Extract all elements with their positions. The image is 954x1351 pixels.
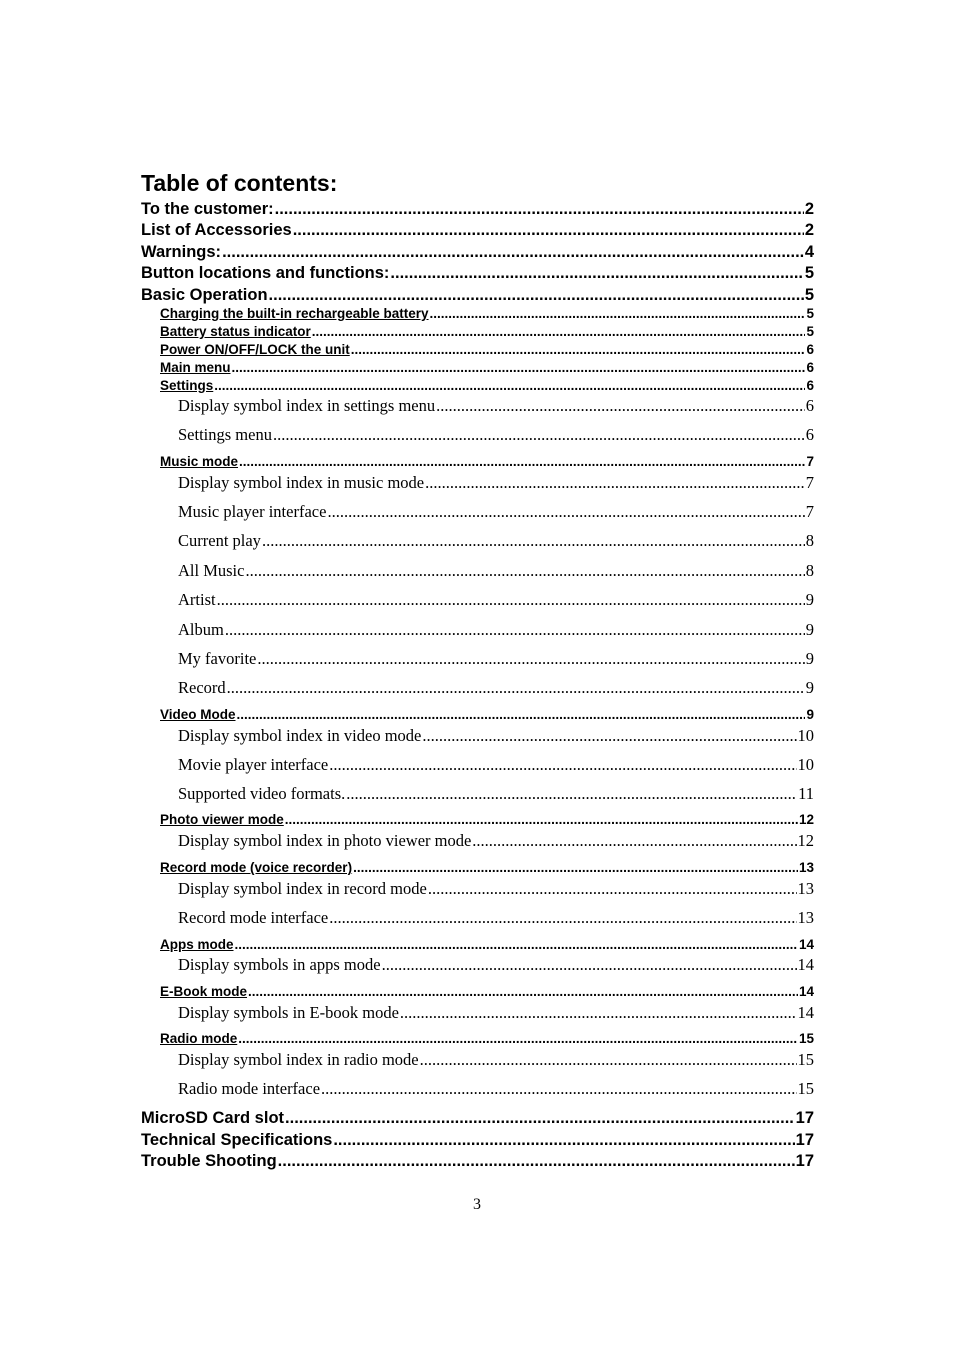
toc-entry-label: Settings	[160, 378, 214, 393]
toc-entry-label: Video Mode	[160, 707, 236, 722]
toc-entry-label: Display symbol index in radio mode	[178, 1050, 419, 1069]
toc-entry-page: 13	[797, 879, 814, 898]
toc-entry-label: Display symbol index in settings menu	[178, 396, 436, 415]
toc-entry[interactable]	[141, 1129, 814, 1151]
toc-entry[interactable]	[178, 472, 814, 494]
toc-leader-dots	[285, 811, 798, 829]
toc-entry-page: 14	[797, 1003, 814, 1022]
toc-leader-dots	[353, 859, 798, 877]
toc-entry-label: Artist	[178, 590, 216, 609]
toc-heading: Table of contents:	[141, 170, 338, 196]
toc-leader-dots	[238, 1030, 798, 1048]
toc-entry-label: Display symbol index in music mode	[178, 473, 425, 492]
toc-entry-page: 13	[798, 860, 814, 875]
toc-entry-label: Supported video formats.	[178, 784, 346, 803]
toc-entry-label: MicroSD Card slot	[141, 1109, 285, 1127]
toc-leader-dots	[400, 1002, 797, 1024]
toc-entry-page: 9	[805, 649, 814, 668]
toc-entry-label: Power ON/OFF/LOCK the unit	[160, 342, 350, 357]
toc-entry[interactable]	[160, 323, 814, 341]
toc-entry[interactable]	[160, 859, 814, 877]
toc-leader-dots	[346, 783, 797, 805]
toc-leader-dots	[285, 1107, 795, 1129]
toc-entry-label: To the customer:	[141, 200, 274, 218]
toc-leader-dots	[293, 219, 804, 241]
toc-entry-page: 17	[795, 1131, 814, 1149]
toc-entry-label: Photo viewer mode	[160, 812, 284, 827]
toc-entry-label: Music player interface	[178, 502, 327, 521]
toc-entry[interactable]	[178, 754, 814, 776]
toc-entry-label: Display symbols in apps mode	[178, 955, 381, 974]
toc-entry[interactable]	[160, 811, 814, 829]
toc-entry[interactable]	[178, 954, 814, 976]
toc-entry-label: Display symbol index in photo viewer mode	[178, 831, 472, 850]
toc-entry[interactable]	[160, 983, 814, 1001]
toc-entry[interactable]	[160, 341, 814, 359]
toc-leader-dots	[239, 453, 805, 471]
toc-entry-page: 9	[805, 620, 814, 639]
toc-leader-dots	[275, 198, 804, 220]
toc-entry[interactable]	[178, 395, 814, 417]
toc-entry-page: 12	[797, 831, 814, 850]
toc-leader-dots	[217, 589, 805, 611]
toc-leader-dots	[225, 619, 805, 641]
toc-entry-label: Radio mode	[160, 1031, 238, 1046]
toc-entry-label: E-Book mode	[160, 984, 248, 999]
toc-entry-page: 2	[804, 200, 814, 218]
toc-entry[interactable]	[178, 560, 814, 582]
toc-entry[interactable]	[141, 1150, 814, 1172]
toc-leader-dots	[422, 725, 796, 747]
toc-entry[interactable]	[178, 907, 814, 929]
toc-entry[interactable]	[178, 501, 814, 523]
toc-entry-page: 7	[806, 454, 814, 469]
toc-entry-label: Technical Specifications	[141, 1131, 333, 1149]
toc-entry[interactable]	[178, 1078, 814, 1100]
toc-entry-label: Radio mode interface	[178, 1079, 321, 1098]
toc-entry[interactable]	[178, 1049, 814, 1071]
toc-leader-dots	[425, 472, 805, 494]
toc-entry-label: Apps mode	[160, 937, 234, 952]
toc-entry-page: 9	[806, 707, 814, 722]
toc-leader-dots	[333, 1129, 794, 1151]
toc-leader-dots	[428, 878, 797, 900]
toc-entry-page: 4	[804, 243, 814, 261]
toc-entry[interactable]	[141, 262, 814, 284]
toc-entry[interactable]	[178, 619, 814, 641]
toc-leader-dots	[321, 1078, 796, 1100]
toc-leader-dots	[420, 1049, 797, 1071]
toc-leader-dots	[382, 954, 797, 976]
toc-entry[interactable]	[178, 530, 814, 552]
toc-entry[interactable]	[160, 936, 814, 954]
toc-entry[interactable]	[160, 1030, 814, 1048]
toc-entry-label: Record mode (voice recorder)	[160, 860, 353, 875]
toc-entry[interactable]	[178, 424, 814, 446]
toc-entry-page: 10	[797, 726, 814, 745]
toc-leader-dots	[329, 907, 796, 929]
toc-leader-dots	[227, 677, 805, 699]
toc-leader-dots	[257, 648, 804, 670]
toc-leader-dots	[232, 359, 806, 377]
toc-entry-label: Trouble Shooting	[141, 1152, 277, 1170]
toc-entry-page: 9	[805, 678, 814, 697]
toc-entry-page: 6	[805, 425, 814, 444]
toc-entry-label: Record mode interface	[178, 908, 329, 927]
toc-entry-page: 7	[805, 502, 814, 521]
toc-leader-dots	[329, 754, 796, 776]
toc-entry-page: 2	[804, 221, 814, 239]
toc-leader-dots	[245, 560, 804, 582]
toc-entry-page: 5	[806, 324, 814, 339]
toc-entry-page: 8	[805, 531, 814, 550]
toc-entry-page: 8	[805, 561, 814, 580]
toc-leader-dots	[472, 830, 796, 852]
toc-entry-label: Display symbol index in video mode	[178, 726, 422, 745]
toc-entry-label: Battery status indicator	[160, 324, 311, 339]
toc-entry[interactable]	[178, 783, 814, 805]
toc-leader-dots	[237, 706, 806, 724]
toc-entry[interactable]	[178, 589, 814, 611]
toc-entry[interactable]	[178, 677, 814, 699]
toc-leader-dots	[235, 936, 798, 954]
toc-entry[interactable]	[141, 198, 814, 220]
toc-entry[interactable]	[178, 878, 814, 900]
toc-entry[interactable]	[141, 1107, 814, 1129]
toc-leader-dots	[248, 983, 798, 1001]
toc-leader-dots	[273, 424, 805, 446]
toc-entry[interactable]	[160, 453, 814, 471]
toc-entry-page: 14	[798, 937, 814, 952]
toc-leader-dots	[262, 530, 805, 552]
toc-entry[interactable]	[178, 830, 814, 852]
toc-entry-page: 6	[806, 342, 814, 357]
toc-leader-dots	[351, 341, 806, 359]
toc-entry-label: Charging the built-in rechargeable battery	[160, 306, 429, 321]
toc-entry-page: 9	[805, 590, 814, 609]
toc-entry-label: List of Accessories	[141, 221, 292, 239]
toc-entry-label: Record	[178, 678, 226, 697]
toc-leader-dots	[436, 395, 805, 417]
toc-leader-dots	[327, 501, 804, 523]
toc-entry-page: 11	[798, 784, 814, 803]
toc-entry[interactable]	[141, 241, 814, 263]
toc-entry-page: 14	[797, 955, 814, 974]
toc-entry-label: Music mode	[160, 454, 239, 469]
toc-leader-dots	[390, 262, 803, 284]
toc-leader-dots	[312, 323, 806, 341]
toc-entry-page: 7	[805, 473, 814, 492]
toc-entry-label: Display symbol index in record mode	[178, 879, 427, 898]
toc-entry-page: 17	[795, 1109, 814, 1127]
toc-entry-label: Album	[178, 620, 224, 639]
toc-entry-page: 6	[806, 378, 814, 393]
toc-entry-page: 5	[806, 306, 814, 321]
toc-entry-label: Display symbols in E-book mode	[178, 1003, 399, 1022]
toc-entry-page: 13	[797, 908, 814, 927]
toc-entry-page: 5	[804, 286, 814, 304]
toc-entry-page: 15	[797, 1050, 814, 1069]
toc-entry[interactable]	[141, 284, 814, 306]
toc-entry-label: Settings menu	[178, 425, 272, 444]
toc-entry-page: 5	[804, 264, 814, 282]
toc-entry[interactable]	[178, 1002, 814, 1024]
toc-leader-dots	[278, 1150, 795, 1172]
toc-entry-page: 15	[797, 1079, 814, 1098]
page-number: 3	[473, 1196, 481, 1213]
toc-entry-label: Button locations and functions:	[141, 264, 390, 282]
toc-entry[interactable]	[178, 725, 814, 747]
toc-entry[interactable]	[160, 377, 814, 395]
toc-entry-label: Warnings:	[141, 243, 222, 261]
toc-entry-label: Movie player interface	[178, 755, 329, 774]
toc-entry-page: 15	[798, 1031, 814, 1046]
toc-entry-label: Main menu	[160, 360, 231, 375]
toc-entry[interactable]	[141, 219, 814, 241]
toc-entry[interactable]	[178, 648, 814, 670]
toc-entry[interactable]	[160, 706, 814, 724]
toc-leader-dots	[222, 241, 804, 263]
toc-entry-page: 10	[797, 755, 814, 774]
toc-entry-label: Current play	[178, 531, 261, 550]
toc-leader-dots	[269, 284, 804, 306]
toc-entry-page: 6	[805, 396, 814, 415]
toc-entry-page: 6	[806, 360, 814, 375]
toc-leader-dots	[430, 305, 806, 323]
toc-entry-page: 17	[795, 1152, 814, 1170]
toc-entry[interactable]	[160, 305, 814, 323]
toc-entry-page: 14	[798, 984, 814, 999]
toc-leader-dots	[214, 377, 805, 395]
toc-entry-label: Basic Operation	[141, 286, 268, 304]
toc-entry-label: All Music	[178, 561, 245, 580]
toc-entry-label: My favorite	[178, 649, 257, 668]
toc-entry-page: 12	[798, 812, 814, 827]
toc-entry[interactable]	[160, 359, 814, 377]
